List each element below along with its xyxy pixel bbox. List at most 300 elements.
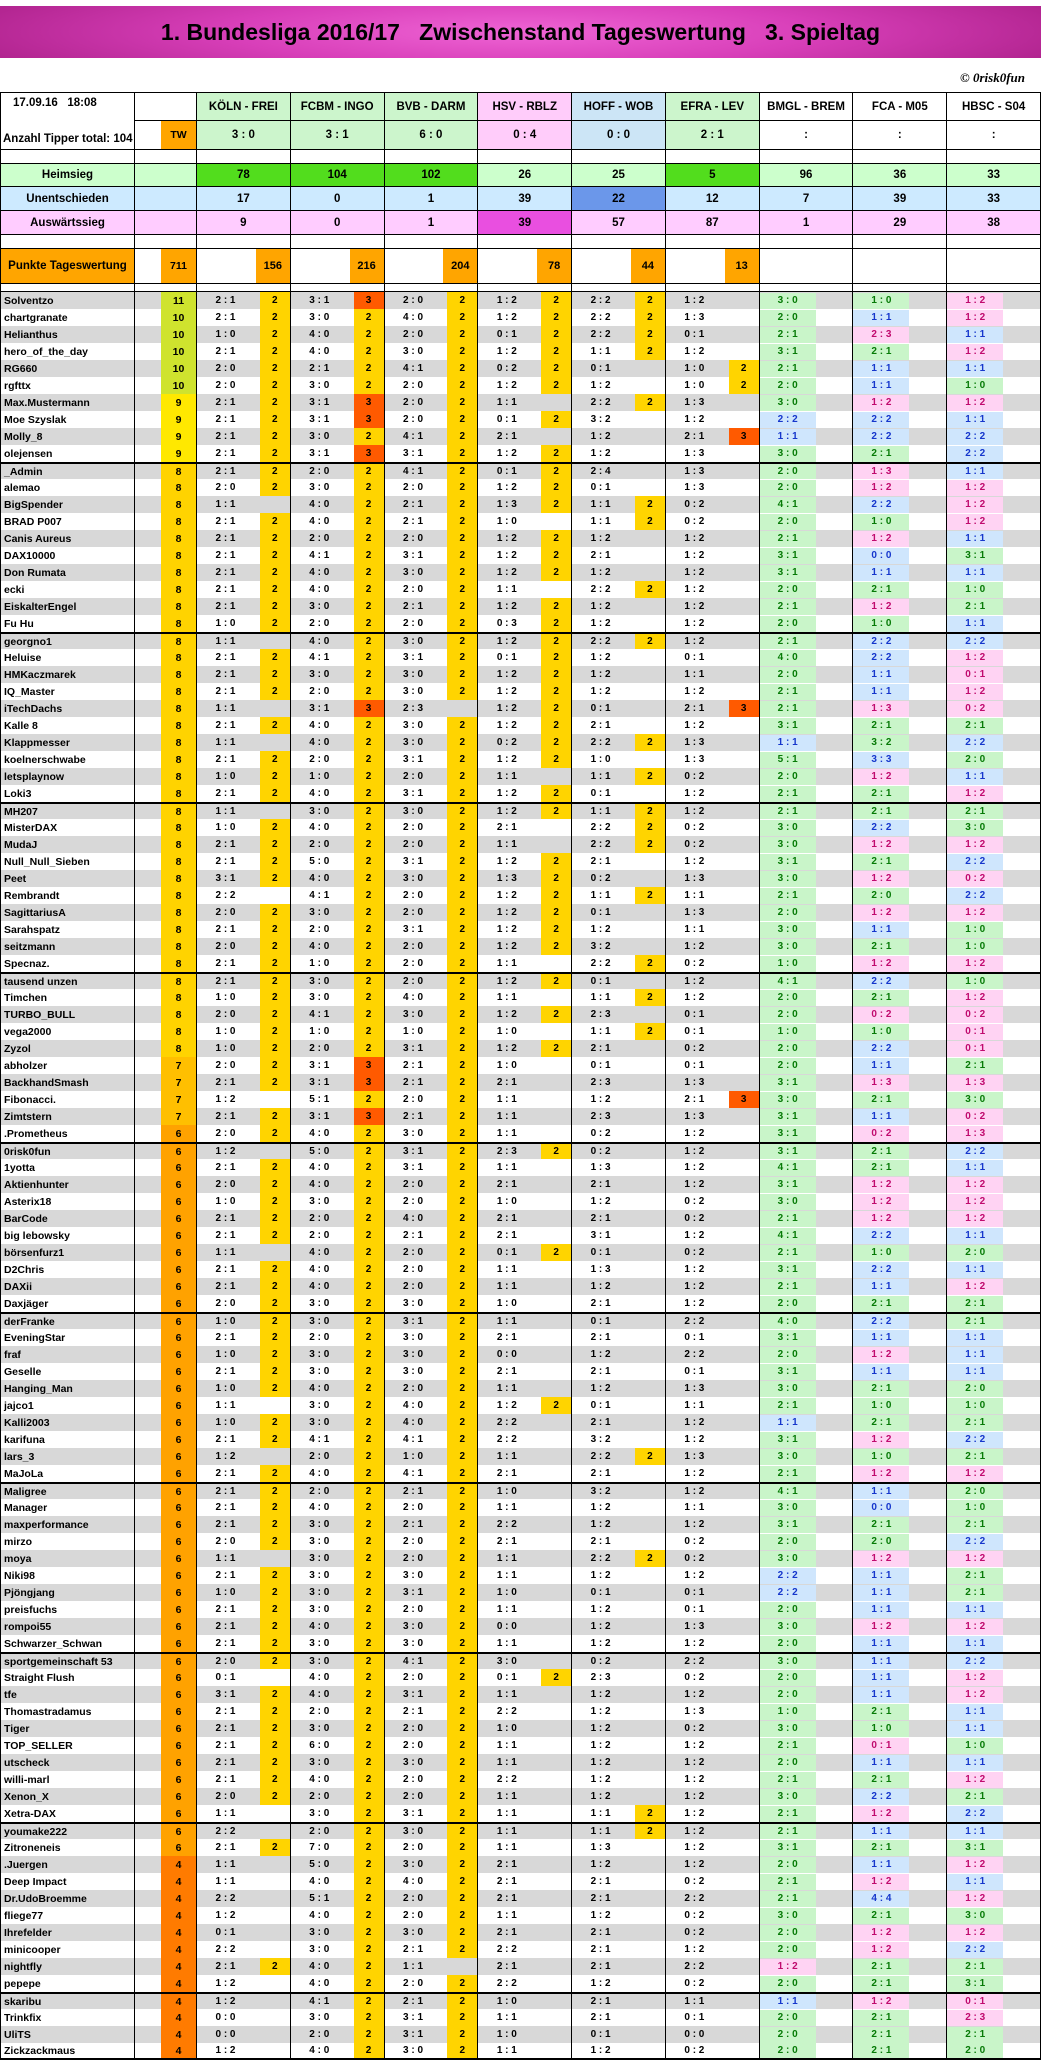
tip-points-badge: 3	[354, 292, 384, 309]
match-tip-cell	[384, 1023, 478, 1040]
tip-spacer	[254, 734, 290, 751]
points-spacer	[135, 377, 161, 394]
match-tip-cell	[290, 853, 384, 870]
tip-value: 4 : 0	[309, 1161, 330, 1173]
match-tip-cell	[852, 513, 946, 530]
match-tip-cell	[290, 1484, 384, 1499]
points-value-spacer	[197, 249, 256, 283]
tip-spacer	[1003, 1805, 1040, 1822]
match-tip-cell	[477, 1414, 571, 1431]
future-tip-badge: 1 : 1	[947, 1704, 1003, 1720]
future-tip-badge: 2 : 1	[760, 1806, 816, 1822]
future-tip-badge: 2 : 1	[853, 1160, 909, 1176]
tip-value: 0 : 2	[496, 736, 517, 748]
player-points: 10	[161, 377, 196, 394]
tip-points-badge: 2	[447, 1994, 477, 2009]
tip-spacer	[629, 1584, 665, 1601]
tip-spacer	[629, 1057, 665, 1074]
tip-points-badge: 2	[447, 1788, 477, 1805]
future-tip-badge: 0 : 1	[853, 1738, 909, 1754]
match-tip-cell	[571, 309, 665, 326]
match-tip-cell	[290, 1839, 384, 1856]
match-tip-cell	[290, 870, 384, 887]
player-points-cell	[134, 428, 196, 445]
tip-points-badge: 2	[541, 938, 571, 955]
player-points: 8	[161, 887, 196, 904]
tip-value: 1 : 1	[496, 1382, 517, 1394]
tip-points-badge: 2	[260, 1737, 290, 1754]
match-tip-cell	[290, 2009, 384, 2026]
tip-spacer	[909, 1601, 946, 1618]
tip-value: 1 : 0	[215, 1586, 236, 1598]
future-tip-badge: 2 : 2	[853, 820, 909, 836]
match-tip-cell	[384, 1159, 478, 1176]
tip-spacer	[909, 804, 946, 819]
tip-spacer	[629, 1516, 665, 1533]
tip-spacer	[535, 1720, 571, 1737]
tip-spacer	[909, 1125, 946, 1142]
tip-value: 2 : 1	[215, 396, 236, 408]
match-tip-cell	[290, 1516, 384, 1533]
match-tip-cell	[946, 581, 1040, 598]
future-tip-badge: 1 : 2	[947, 497, 1003, 513]
match-tip-cell	[852, 1635, 946, 1652]
future-tip-badge: 1 : 2	[947, 990, 1003, 1006]
tip-points-badge: 2	[354, 1788, 384, 1805]
tip-spacer	[1003, 1601, 1040, 1618]
player-row	[0, 1465, 1041, 1482]
tip-spacer	[723, 1193, 759, 1210]
tip-spacer	[816, 870, 853, 887]
tip-value: 1 : 2	[590, 566, 611, 578]
match-tip-cell	[852, 734, 946, 751]
player-points: 6	[161, 1601, 196, 1618]
summary-value-cell: 87	[665, 211, 759, 234]
tip-spacer	[909, 564, 946, 581]
match-tip-cell	[571, 1890, 665, 1907]
tip-value: 0 : 1	[590, 906, 611, 918]
tip-spacer	[816, 564, 853, 581]
player-points: 4	[161, 2043, 196, 2058]
tip-points-badge: 2	[260, 547, 290, 564]
future-tip-badge: 3 : 0	[947, 1908, 1003, 1924]
tip-value: 4 : 1	[309, 889, 330, 901]
future-tip-badge: 1 : 2	[947, 1194, 1003, 1210]
points-spacer	[135, 1108, 161, 1125]
tip-value: 3 : 0	[403, 635, 424, 647]
match-tip-cell	[384, 1484, 478, 1499]
tip-value: 0 : 1	[590, 787, 611, 799]
match-tip-cell	[946, 768, 1040, 785]
player-points: 4	[161, 1958, 196, 1975]
player-points-cell	[134, 496, 196, 513]
tip-spacer	[535, 989, 571, 1006]
match-tip-cell	[571, 564, 665, 581]
tip-value: 2 : 0	[309, 2028, 330, 2040]
match-tip-cell	[477, 921, 571, 938]
tip-value: 3 : 2	[590, 413, 611, 425]
future-tip-badge: 2 : 1	[760, 1279, 816, 1295]
future-tip-badge: 3 : 0	[760, 1721, 816, 1737]
tip-value: 2 : 0	[403, 940, 424, 952]
tip-spacer	[816, 1788, 853, 1805]
player-points: 8	[161, 836, 196, 853]
points-spacer	[135, 1023, 161, 1040]
tip-value: 1 : 0	[215, 1348, 236, 1360]
future-tip-badge: 1 : 2	[947, 1687, 1003, 1703]
tip-value: 1 : 2	[496, 379, 517, 391]
match-tip-cell	[290, 1159, 384, 1176]
tip-value: 1 : 1	[496, 1093, 517, 1105]
tip-points-badge: 3	[729, 428, 759, 445]
player-name-cell: letsplaynow	[0, 768, 134, 785]
match-tip-cell	[852, 1465, 946, 1482]
match-tip-cell	[852, 1720, 946, 1737]
tip-value: 2 : 0	[403, 1552, 424, 1564]
match-tip-cell	[852, 938, 946, 955]
tip-value: 3 : 0	[403, 685, 424, 697]
future-tip-badge: 2 : 1	[947, 599, 1003, 615]
tip-spacer	[629, 428, 665, 445]
points-spacer	[135, 836, 161, 853]
tip-value: 2 : 1	[309, 362, 330, 374]
tip-spacer	[909, 955, 946, 972]
future-tip-badge: 2 : 1	[760, 804, 816, 819]
spacer-cell	[134, 150, 196, 163]
match-tip-cell	[852, 989, 946, 1006]
tip-value: 1 : 1	[684, 1399, 705, 1411]
tip-spacer	[909, 598, 946, 615]
match-tip-cell	[571, 819, 665, 836]
tip-value: 2 : 1	[215, 294, 236, 306]
match-tip-cell	[759, 1125, 853, 1142]
tip-spacer	[629, 1737, 665, 1754]
summary-value-cell: 57	[571, 211, 665, 234]
tip-points-badge: 2	[447, 666, 477, 683]
match-tip-cell	[290, 1873, 384, 1890]
match-tip-cell	[759, 683, 853, 700]
future-tip-badge: 1 : 2	[947, 1772, 1003, 1788]
match-tip-cell	[477, 1346, 571, 1363]
match-tip-cell	[290, 1824, 384, 1839]
tip-spacer	[816, 343, 853, 360]
match-tip-cell	[759, 1533, 853, 1550]
tip-points-badge: 2	[635, 513, 665, 530]
match-tip-cell	[665, 955, 759, 972]
match-tip-cell	[196, 1176, 290, 1193]
summary-value-cell: 5	[665, 164, 759, 186]
player-row	[0, 1533, 1041, 1550]
match-tip-cell	[852, 1805, 946, 1822]
match-tip-cell	[946, 1994, 1040, 2009]
tip-points-badge: 2	[260, 615, 290, 632]
tip-spacer	[909, 1754, 946, 1771]
player-row	[0, 683, 1041, 700]
tip-spacer	[909, 1380, 946, 1397]
tip-points-badge: 2	[260, 445, 290, 462]
match-tip-cell	[852, 1907, 946, 1924]
future-tip-badge: 3 : 0	[760, 1500, 816, 1516]
match-tip-cell	[946, 1805, 1040, 1822]
tip-spacer	[909, 428, 946, 445]
tip-spacer	[535, 1057, 571, 1074]
spacer-cell	[134, 284, 196, 291]
tip-value: 1 : 2	[684, 1756, 705, 1768]
match-tip-cell	[290, 1635, 384, 1652]
match-tip-cell	[759, 804, 853, 819]
tip-spacer	[723, 853, 759, 870]
tip-spacer	[816, 785, 853, 802]
tip-points-badge: 2	[447, 445, 477, 462]
tip-value: 2 : 2	[590, 635, 611, 647]
player-points: 7	[161, 1074, 196, 1091]
player-points: 7	[161, 1057, 196, 1074]
tip-spacer	[909, 1533, 946, 1550]
tip-spacer	[723, 1006, 759, 1023]
tip-points-badge: 3	[354, 1057, 384, 1074]
match-tip-cell	[384, 634, 478, 649]
match-tip-cell	[290, 2043, 384, 2058]
match-tip-cell	[571, 700, 665, 717]
match-tip-cell	[852, 1584, 946, 1601]
tip-value: 2 : 1	[215, 583, 236, 595]
match-tip-cell	[196, 921, 290, 938]
match-tip-cell	[665, 768, 759, 785]
match-tip-cell	[477, 1703, 571, 1720]
tip-spacer	[909, 887, 946, 904]
tip-spacer	[816, 2043, 853, 2058]
match-tip-cell	[290, 411, 384, 428]
tip-spacer	[629, 1159, 665, 1176]
tip-points-badge: 2	[260, 1635, 290, 1652]
tip-value: 1 : 2	[684, 787, 705, 799]
match-tip-cell	[946, 1550, 1040, 1567]
match-tip-cell	[384, 309, 478, 326]
match-tip-cell	[384, 921, 478, 938]
tip-value: 2 : 2	[496, 1518, 517, 1530]
future-tip-badge: 2 : 0	[760, 514, 816, 530]
match-tip-cell	[477, 615, 571, 632]
tip-value: 2 : 1	[215, 311, 236, 323]
match-tip-cell	[571, 1040, 665, 1057]
tip-value: 1 : 2	[590, 1909, 611, 1921]
match-tip-cell	[759, 989, 853, 1006]
match-tip-cell	[196, 989, 290, 1006]
tip-value: 1 : 2	[684, 1807, 705, 1819]
match-tip-cell	[946, 1346, 1040, 1363]
player-points-cell	[134, 1210, 196, 1227]
tip-value: 3 : 0	[403, 1331, 424, 1343]
match-tip-cell	[852, 394, 946, 411]
future-tip-badge: 1 : 2	[947, 1211, 1003, 1227]
tip-value: 4 : 0	[309, 2044, 330, 2056]
summary-value-cell: 7	[759, 187, 853, 210]
tip-spacer	[909, 1824, 946, 1839]
player-name-cell: MaJoLa	[0, 1465, 134, 1482]
player-name-cell: Rembrandt	[0, 887, 134, 904]
match-tip-cell	[290, 1941, 384, 1958]
tip-spacer	[816, 1414, 853, 1431]
match-tip-cell	[946, 1057, 1040, 1074]
summary-tw-cell	[134, 187, 196, 210]
match-tip-cell	[290, 974, 384, 989]
match-tip-cell	[477, 496, 571, 513]
match-tip-cell	[665, 1314, 759, 1329]
tip-spacer	[629, 974, 665, 989]
tip-points-badge: 2	[354, 343, 384, 360]
tip-value: 1 : 2	[496, 532, 517, 544]
tip-value: 2 : 1	[590, 1331, 611, 1343]
tip-spacer	[909, 1941, 946, 1958]
player-name-cell: UliTS	[0, 2026, 134, 2043]
tip-points-badge: 2	[447, 326, 477, 343]
match-tip-cell	[946, 1261, 1040, 1278]
match-tip-cell	[759, 394, 853, 411]
match-tip-cell	[571, 1703, 665, 1720]
tip-points-badge: 2	[447, 1907, 477, 1924]
tip-value: 2 : 0	[403, 906, 424, 918]
player-points: 6	[161, 1567, 196, 1584]
tip-value: 2 : 0	[403, 889, 424, 901]
points-spacer	[135, 326, 161, 343]
tip-value: 1 : 3	[684, 1450, 705, 1462]
match-tip-cell	[571, 634, 665, 649]
tip-value: 1 : 2	[684, 1569, 705, 1581]
tip-value: 0 : 1	[684, 2011, 705, 2023]
tip-spacer	[723, 479, 759, 496]
tip-value: 3 : 0	[309, 906, 330, 918]
player-name-cell: Tiger	[0, 1720, 134, 1737]
tip-spacer	[723, 751, 759, 768]
match-tip-cell	[665, 1703, 759, 1720]
match-tip-cell	[477, 1635, 571, 1652]
tip-value: 2 : 0	[215, 1008, 236, 1020]
match-tip-cell	[196, 700, 290, 717]
tip-points-badge: 2	[541, 904, 571, 921]
spacer-cell	[946, 235, 1040, 248]
tip-value: 1 : 1	[215, 1875, 236, 1887]
future-tip-badge: 1 : 2	[947, 1619, 1003, 1635]
match-tip-cell	[852, 1516, 946, 1533]
player-row	[0, 989, 1041, 1006]
match-tip-cell	[477, 1550, 571, 1567]
match-tip-cell	[290, 1176, 384, 1193]
match-tip-cell	[196, 1380, 290, 1397]
match-name-cell: KÖLN - FREI	[196, 93, 290, 121]
tip-points-badge: 2	[635, 496, 665, 513]
summary-value-cell: 29	[852, 211, 946, 234]
tip-points-badge: 2	[635, 309, 665, 326]
match-tip-cell	[477, 1380, 571, 1397]
tip-spacer	[1003, 751, 1040, 768]
future-tip-badge: 1 : 1	[760, 1415, 816, 1431]
points-spacer	[135, 717, 161, 734]
match-tip-cell	[852, 530, 946, 547]
match-tip-cell	[852, 1737, 946, 1754]
points-spacer	[135, 394, 161, 411]
future-tip-badge: 1 : 1	[853, 1330, 909, 1346]
points-spacer	[135, 1006, 161, 1023]
player-points-cell	[134, 1314, 196, 1329]
player-points: 8	[161, 819, 196, 836]
tip-spacer	[535, 1314, 571, 1329]
tip-value: 4 : 1	[403, 1655, 424, 1667]
tip-value: 0 : 2	[684, 1042, 705, 1054]
tip-value: 2 : 0	[403, 838, 424, 850]
match-tip-cell	[946, 2009, 1040, 2026]
tip-value: 1 : 0	[496, 1722, 517, 1734]
match-tip-cell	[196, 1448, 290, 1465]
tip-value: 2 : 0	[403, 396, 424, 408]
future-tip-badge: 2 : 1	[760, 684, 816, 700]
match-tip-cell	[665, 1414, 759, 1431]
tip-points-badge: 2	[541, 683, 571, 700]
tip-points-badge: 2	[635, 1824, 665, 1839]
tip-points-badge: 2	[447, 1314, 477, 1329]
match-tip-cell	[477, 2043, 571, 2058]
points-value: 204	[443, 249, 477, 283]
player-row	[0, 564, 1041, 581]
tip-spacer	[909, 1244, 946, 1261]
points-spacer	[135, 1567, 161, 1584]
player-row	[0, 360, 1041, 377]
tip-spacer	[629, 1890, 665, 1907]
match-tip-cell	[852, 411, 946, 428]
player-row	[0, 1074, 1041, 1091]
match-tip-cell	[759, 904, 853, 921]
tip-spacer	[535, 1125, 571, 1142]
match-tip-cell	[946, 1144, 1040, 1159]
match-tip-cell	[196, 1703, 290, 1720]
future-tip-badge: 1 : 1	[853, 1109, 909, 1125]
summary-value-cell: 102	[384, 164, 478, 186]
tip-value: 2 : 1	[215, 1467, 236, 1479]
tip-spacer	[254, 2043, 290, 2058]
future-tip-badge: 2 : 1	[760, 1245, 816, 1261]
summary-tw-cell	[134, 211, 196, 234]
tip-value: 2 : 0	[403, 1246, 424, 1258]
tip-spacer	[909, 1654, 946, 1669]
future-tip-badge: 4 : 1	[760, 1160, 816, 1176]
tip-value: 2 : 2	[496, 1416, 517, 1428]
future-tip-badge: 2 : 0	[947, 752, 1003, 768]
match-tip-cell	[852, 1975, 946, 1992]
tip-value: 2 : 1	[496, 1858, 517, 1870]
spacer-row	[0, 235, 1041, 248]
tip-value: 2 : 3	[403, 702, 424, 714]
player-name-cell: nightfly	[0, 1958, 134, 1975]
tip-spacer	[629, 464, 665, 479]
tip-spacer	[909, 683, 946, 700]
tip-spacer	[1003, 1380, 1040, 1397]
match-tip-cell	[759, 1654, 853, 1669]
match-tip-cell	[290, 1314, 384, 1329]
match-tip-cell	[477, 1040, 571, 1057]
tip-spacer	[723, 955, 759, 972]
match-tip-cell	[196, 479, 290, 496]
points-value-cell	[196, 249, 290, 283]
tip-value: 1 : 0	[496, 1059, 517, 1071]
tip-value: 2 : 1	[496, 1229, 517, 1241]
tip-points-badge: 2	[354, 1924, 384, 1941]
tip-spacer	[909, 1856, 946, 1873]
tip-points-badge: 2	[447, 717, 477, 734]
tip-spacer	[1003, 479, 1040, 496]
match-tip-cell	[946, 804, 1040, 819]
player-row	[0, 1431, 1041, 1448]
summary-value-cell: 22	[571, 187, 665, 210]
match-tip-cell	[290, 581, 384, 598]
